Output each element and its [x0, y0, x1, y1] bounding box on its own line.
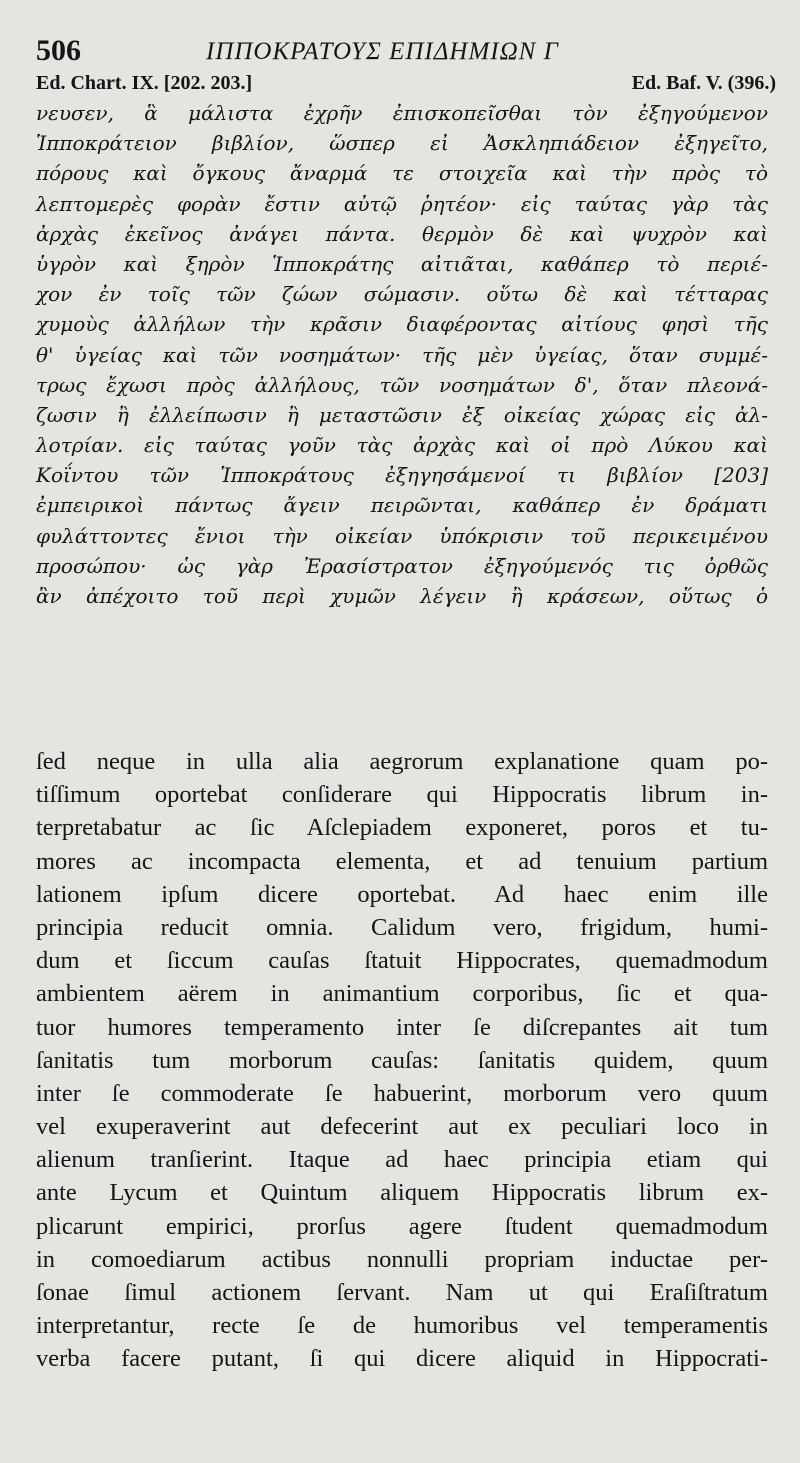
greek-text-block — [36, 98, 768, 611]
greek-line: προσώπου· ὡς γὰρ Ἐρασίστρατον ἐξηγούμενός τις ὀρθῶς — [36, 553, 768, 578]
greek-line: χον ἐν τοῖς τῶν ζώων σώμασιν. οὕτω δὲ καὶ τέτταρας — [36, 282, 768, 307]
latin-line: inter ſe commoderate ſe habuerint, morborum vero quum — [36, 1079, 768, 1107]
greek-line: λεπτομερὲς φορὰν ἔστιν αὐτῷ ῥητέον· εἰς ταύτας γὰρ τὰς — [36, 191, 768, 216]
latin-line: principia reducit omnia. Calidum vero, frigidum, humi- — [36, 913, 768, 941]
greek-line: πόρους καὶ ὄγκους ἄναρμά τε στοιχεῖα καὶ τὴν πρὸς τὸ — [36, 161, 768, 186]
greek-line: ἀρχὰς ἐκεῖνος ἀνάγει πάντα. θερμὸν δὲ καὶ ψυχρὸν καὶ — [36, 221, 768, 246]
running-title: ΙΠΠΟΚΡΑΤΟΥΣ ΕΠΙΔΗΜΙΩΝ Γ — [206, 38, 559, 65]
greek-line: ἂν ἀπέχοιτο τοῦ περὶ χυμῶν λέγειν ἢ κράσεων, οὕτως ὁ — [36, 584, 768, 608]
latin-line: verba facere putant, ſi qui dicere aliquid in Hippocrati- — [36, 1345, 768, 1373]
greek-line: λοτρίαν. εἰς ταύτας γοῦν τὰς ἀρχὰς καὶ οἱ πρὸ Λύκου καὶ — [36, 433, 768, 458]
latin-line: lationem ipſum dicere oportebat. Ad haec enim ille — [36, 880, 768, 908]
greek-line: ζωσιν ἢ ἐλλείπωσιν ἢ μεταστῶσιν ἐξ οἰκείας χώρας εἰς ἀλ- — [36, 402, 768, 427]
edition-reference-left: Ed. Chart. IX. [202. 203.] — [36, 72, 253, 94]
latin-line: interpretantur, recte ſe de humoribus vel temperamentis — [36, 1312, 768, 1340]
latin-line: vel exuperaverint aut defecerint aut ex peculiari loco in — [36, 1113, 768, 1141]
latin-text-block — [36, 745, 768, 1376]
greek-line: τρως ἔχωσι πρὸς ἀλλήλους, τῶν νοσημάτων δ', ὅταν πλεονά- — [36, 372, 768, 397]
latin-line: tiſſimum oportebat conſiderare qui Hippocratis librum in- — [36, 781, 768, 809]
greek-line: ὑγρὸν καὶ ξηρὸν Ἱπποκράτης αἰτιᾶται, καθάπερ τὸ περιέ- — [36, 251, 768, 276]
page-number: 506 — [36, 34, 81, 67]
latin-line: ſonae ſimul actionem ſervant. Nam ut qui Eraſiſtratum — [36, 1279, 768, 1306]
latin-line: alienum tranſierint. Itaque ad haec principia etiam qui — [36, 1146, 768, 1174]
greek-line: θ' ὑγείας καὶ τῶν νοσημάτων· τῆς μὲν ὑγείας, ὅταν συμμέ- — [36, 342, 768, 367]
page-header — [36, 34, 776, 74]
latin-line: mores ac incompacta elementa, et ad tenuium partium — [36, 847, 768, 875]
latin-line: dum et ſiccum cauſas ſtatuit Hippocrates, quemadmodum — [36, 947, 768, 975]
greek-line: Ἱπποκράτειον βιβλίον, ὥσπερ εἰ Ἀσκληπιάδειον ἐξηγεῖτο, — [36, 131, 768, 156]
latin-line: ſanitatis tum morborum cauſas: ſanitatis quidem, quum — [36, 1046, 768, 1074]
latin-line: ambientem aërem in animantium corporibus, ſic et qua- — [36, 980, 768, 1008]
latin-line: ante Lycum et Quintum aliquem Hippocratis librum ex- — [36, 1179, 768, 1207]
latin-line: ſed neque in ulla alia aegrorum explanatione quam po- — [36, 748, 768, 775]
greek-line: νευσεν, ἃ μάλιστα ἐχρῆν ἐπισκοπεῖσθαι τὸν ἐξηγούμενον — [36, 101, 768, 125]
latin-line: terpretabatur ac ſic Aſclepiadem exponeret, poros et tu- — [36, 814, 768, 842]
greek-line: Κοΐντου τῶν Ἱπποκράτους ἐξηγησάμενοί τι βιβλίον [203] — [36, 463, 768, 488]
latin-line: plicarunt empirici, prorſus agere ſtudent quemadmodum — [36, 1212, 768, 1240]
latin-line: in comoediarum actibus nonnulli propriam inductae per- — [36, 1245, 768, 1273]
greek-line: ἐμπειρικοὶ πάντως ἄγειν πειρῶνται, καθάπερ ἐν δράματι — [36, 493, 768, 518]
latin-line: tuor humores temperamento inter ſe diſcrepantes ait tum — [36, 1013, 768, 1041]
edition-reference-right: Ed. Baf. V. (396.) — [631, 72, 776, 94]
greek-line: φυλάττοντες ἔνιοι τὴν οἰκείαν ὑπόκρισιν τοῦ περικειμένου — [36, 523, 768, 548]
greek-line: χυμοὺς ἀλλήλων τὴν κρᾶσιν διαφέροντας αἰτίους φησὶ τῆς — [36, 312, 768, 337]
